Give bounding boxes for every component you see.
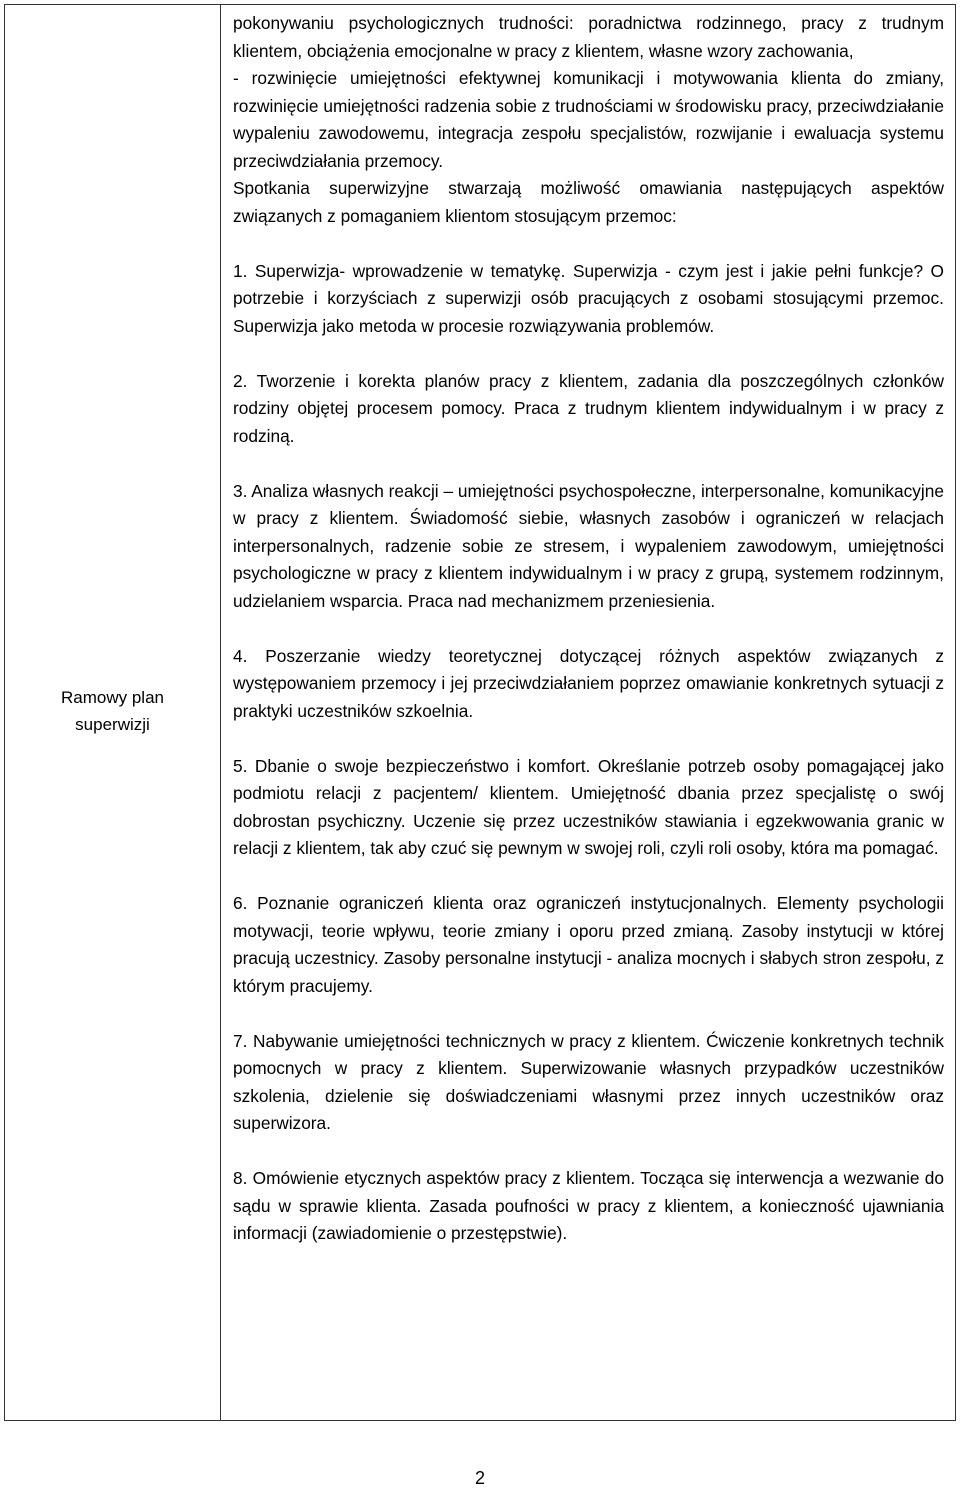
list-item: 3. Analiza własnych reakcji – umiejętności psychospołeczne, interpersonalne, komunikacyjne w pracy z klientem. Świadomość siebie, własnych zasobów i ograniczeń w relacjach interpersonalnych, radzenie sobie ze stresem, i wypaleniem zawodowym, umiejętności psychologiczne w pracy z klientem indywidualnym i w pracy z grupą, systemem rodzinnym, udzielaniem wsparcia. Praca nad mechanizmem przeniesienia. bbox=[233, 480, 944, 611]
intro-paragraph: Spotkania superwizyjne stwarzają możliwość omawiania następujących aspektów związanych z pomaganiem klientom stosującym przemoc: bbox=[233, 178, 944, 226]
list-item: 2. Tworzenie i korekta planów pracy z klientem, zadania dla poszczególnych członków rodziny objętej procesem pomocy. Praca z trudnym klientem indywidualnym i w pracy z rodziną. bbox=[233, 370, 944, 446]
row-label-line: Ramowy plan bbox=[61, 688, 164, 707]
list-item: 6. Poznanie ograniczeń klienta oraz ograniczeń instytucjonalnych. Elementy psychologii motywacji, teorie wpływu, teorie zmiany i oporu przed zmianą. Zasoby instytucji w której pracują uczestnicy. Zasoby personalne instytucji - analiza mocnych i słabych stron zespołu, z którym pracujemy. bbox=[233, 893, 944, 996]
row-label bbox=[61, 684, 164, 738]
row-label-line: superwizji bbox=[75, 715, 150, 734]
page-number: 2 bbox=[474, 1468, 485, 1488]
list-item: 4. Poszerzanie wiedzy teoretycznej dotyczącej różnych aspektów związanych z występowaniem przemocy i jej przeciwdziałaniem poprzez omawianie konkretnych sytuacji z praktyki uczestników szkoelnia. bbox=[233, 645, 944, 721]
list-item: 8. Omówienie etycznych aspektów pracy z klientem. Tocząca się interwencja a wezwanie do sądu w sprawie klienta. Zasada poufności w pracy z klientem, a konieczność ujawniania informacji (zawiadomienie o przestępstwie). bbox=[233, 1168, 944, 1243]
row-content-cell bbox=[221, 5, 955, 1420]
row-label-cell bbox=[5, 5, 221, 1420]
intro-paragraph: pokonywaniu psychologicznych trudności: poradnictwa rodzinnego, pracy z trudnym klientem, obciążenia emocjonalne w pracy z klientem, własne wzory zachowania, bbox=[233, 13, 944, 61]
list-item: 1. Superwizja- wprowadzenie w tematykę. Superwizja - czym jest i jakie pełni funkcje? O potrzebie i korzyściach z superwizji osób pracujących z osobami stosującymi przemoc. Superwizja jako metoda w procesie rozwiązywania problemów. bbox=[233, 260, 944, 336]
plan-table bbox=[4, 4, 956, 1421]
list-item: 7. Nabywanie umiejętności technicznych w pracy z klientem. Ćwiczenie konkretnych technik pomocnych w pracy z klientem. Superwizowanie własnych przypadków uczestników szkolenia, dzielenie się doświadczeniami własnymi przez innych uczestników oraz superwizora. bbox=[233, 1030, 944, 1133]
intro-paragraph: - rozwinięcie umiejętności efektywnej komunikacji i motywowania klienta do zmiany, rozwinięcie umiejętności radzenia sobie z trudnościami w środowisku pracy, przeciwdziałanie wypaleniu zawodowemu, integracja zespołu specjalistów, rozwijanie i ewaluacja systemu przeciwdziałania przemocy. bbox=[233, 68, 944, 171]
list-item: 5. Dbanie o swoje bezpieczeństwo i komfort. Określanie potrzeb osoby pomagającej jako podmiotu relacji z pacjentem/ klientem. Umiejętność dbania przez specjalistę o swój dobrostan psychiczny. Uczenie się przez uczestników stawiania i egzekwowania granic w relacji z klientem, tak aby czuć się pewnym w swojej roli, czyli roli osoby, która ma pomagać. bbox=[233, 755, 944, 858]
